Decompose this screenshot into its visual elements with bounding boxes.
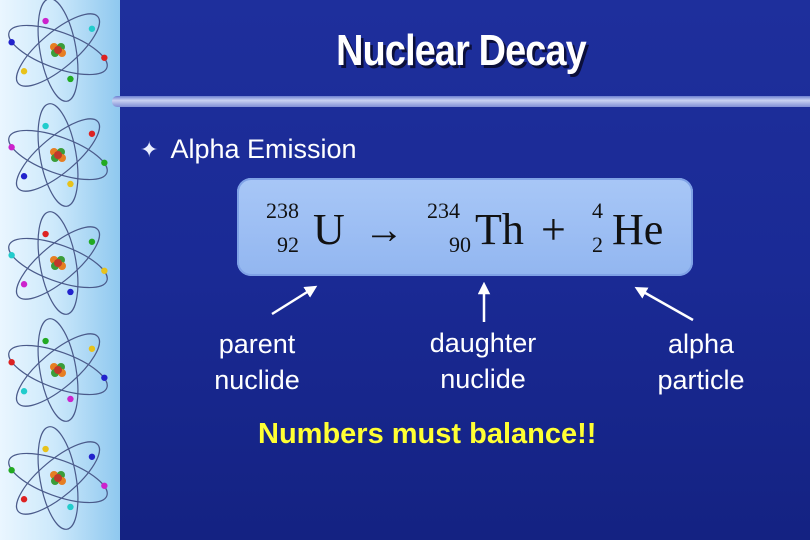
thorium-symbol: Th xyxy=(475,205,524,254)
bullet-text: Alpha Emission xyxy=(170,134,357,164)
uranium-symbol: U xyxy=(313,205,345,254)
parent-nuclide-label xyxy=(198,326,316,398)
daughter-nuclide-label xyxy=(410,325,556,397)
slide-title: Nuclear Decay xyxy=(336,26,586,75)
alpha-label-line1: alpha xyxy=(667,329,735,359)
uranium-atomic-number: 92 xyxy=(277,232,299,257)
four-point-star-icon: ✦ xyxy=(140,136,159,162)
thorium-mass-number: 234 xyxy=(427,198,460,223)
daughter-label-line1: daughter xyxy=(429,328,537,358)
helium-atomic-number: 2 xyxy=(592,232,603,257)
helium-mass-number: 4 xyxy=(592,198,603,223)
helium-symbol: He xyxy=(612,205,664,254)
balance-note: Numbers must balance!! xyxy=(258,418,597,450)
uranium-mass-number: 238 xyxy=(266,198,299,223)
daughter-label-line2: nuclide xyxy=(440,364,526,394)
parent-arrow xyxy=(272,289,312,314)
alpha-arrow xyxy=(640,290,693,320)
plus-sign: + xyxy=(541,205,566,254)
alpha-particle-label xyxy=(640,326,762,398)
reaction-arrow: → xyxy=(364,207,404,252)
parent-label-line1: parent xyxy=(218,329,296,359)
alpha-label-line2: particle xyxy=(657,365,745,395)
thorium-atomic-number: 90 xyxy=(449,232,471,257)
parent-label-line2: nuclide xyxy=(214,365,300,395)
